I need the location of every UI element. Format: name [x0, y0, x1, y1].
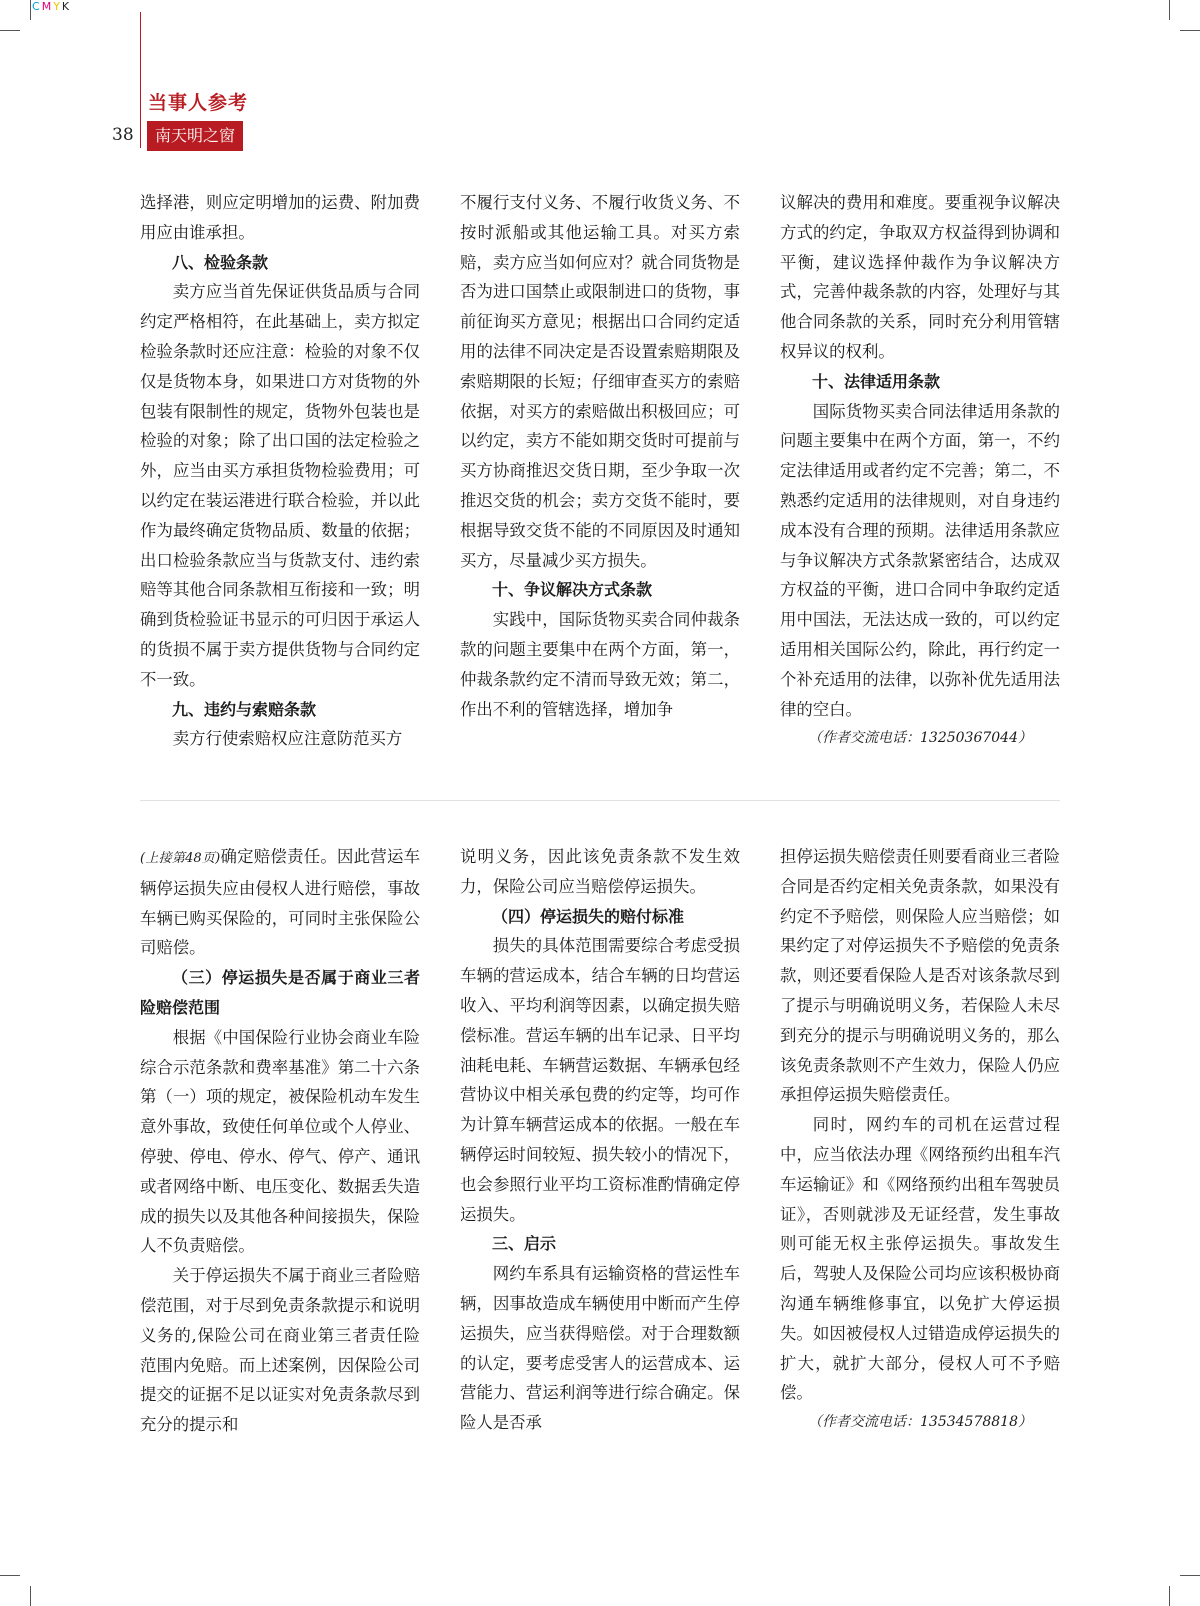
text: 三、启示 [492, 1234, 557, 1254]
section-title: 当事人参考 [148, 92, 249, 114]
crop-mark [1180, 30, 1200, 31]
header-rule [140, 12, 141, 148]
text: 议解决的费用和难度。要重视争议解决方式的约定，争取双方权益得到协调和平衡，建议选择仲裁作为争议解决方式，完善仲裁条款的内容，处理好与其他合同条款的关系，同时充分利用管辖权异议的权利。 [780, 193, 1060, 361]
text: 实践中，国际货物买卖合同仲裁条款的问题主要集中在两个方面，第一，仲裁条款约定不清而导致无效；第二，作出不利的管辖选择，增加争 [460, 610, 740, 719]
author-contact-note [780, 1408, 1060, 1438]
text: 卖方应当首先保证供货品质与合同约定严格相符，在此基础上，卖方拟定检验条款时还应注意：检验的对象不仅仅是货物本身，如果进口方对货物的外包装有限制性的规定，货物外包装也是检验的对象；除了出口国的法定检验之外，应当由买方承担货物检验费用；可以约定在装运港进行联合检验，并以此作为最终确定货物品质、数量的依据；出口检验条款应当与货款支付、违约索赔等其他合同条款相互衔接和一致；明确到货检验证书显示的可归因于承运人的货损不属于卖方提供货物与合同约定不一致。 [140, 282, 420, 689]
text: 十、争议解决方式条款 [492, 580, 653, 600]
crop-mark [1180, 1575, 1200, 1576]
crop-mark [30, 1586, 31, 1606]
text: 国际货物买卖合同法律适用条款的问题主要集中在两个方面，第一，不约定法律适用或者约定不完善；第二，不熟悉约定适用的法律规则，对自身违约成本没有合理的预期。法律适用条款应与争议解决方式条款紧密结合，达成双方权益的平衡，进口合同中争取约定适用中国法，无法达成一致的，可以约定适用相关国际公约，除此，再行约定一个补充适用的法律，以弥补优先适用法律的空白。 [780, 401, 1060, 719]
paragraph [140, 277, 420, 694]
text: 确定赔偿责任。因此营运车辆停运损失应由侵权人进行赔偿，事故车辆已购买保险的，可同时主张保险公司赔偿。 [140, 847, 421, 958]
text: 网约车系具有运输资格的营运性车辆，因事故造成车辆使用中断而产生停运损失，应当获得赔偿。对于合理数额的认定，要考虑受害人的运营成本、运营能力、营运利润等进行综合确定。保险人是否承 [460, 1264, 740, 1433]
text: 说明义务，因此该免责条款不发生效力，保险公司应当赔偿停运损失。 [460, 847, 740, 896]
section-heading [460, 902, 740, 932]
text: 不履行支付义务、不履行收货义务、不按时派船或其他运输工具。对买方索赔，卖方应当如何应对？就合同货物是否为进口国禁止或限制进口的货物，事前征询买方意见；根据出口合同约定适用的法律不同决定是否设置索赔期限及索赔期限的长短；仔细审查买方的索赔依据，对买方的索赔做出积极回应；可以约定，卖方不能如期交货时可提前与买方协商推迟交货日期，至少争取一次推迟交货的机会；卖方交货不能时，要根据导致交货不能的不同原因及时通知买方，尽量减少买方损失。 [460, 193, 740, 570]
paragraph [780, 842, 1060, 1110]
text: 十、法律适用条款 [812, 371, 941, 391]
paragraph [780, 188, 1060, 367]
section-heading [140, 695, 420, 725]
paragraph [780, 397, 1060, 725]
continued-from-note: (上接第48页) [140, 851, 221, 866]
cmyk-c: C [32, 0, 42, 13]
text: （作者交流电话：13534578818） [808, 1414, 1032, 1431]
text: 八、检验条款 [172, 252, 269, 272]
crop-mark [1169, 0, 1170, 20]
paragraph [460, 605, 740, 724]
article-divider [140, 800, 1060, 801]
text: 选择港，则应定明增加的运费、附加费用应由谁承担。 [140, 193, 420, 242]
page-number: 38 [112, 125, 134, 145]
text: 根据《中国保险行业协会商业车险综合示范条款和费率基准》第二十六条第（一）项的规定，被保险机动车发生意外事故，致使任何单位或个人停业、停驶、停电、停水、停气、停产、通讯或者网络中断、电压变化、数据丢失造成的损失以及其他各种间接损失，保险人不负责赔偿。 [140, 1027, 420, 1256]
text: 关于停运损失不属于商业三者险赔偿范围，对于尽到免责条款提示和说明义务的,保险公司在商业第三者责任险范围内免赔。而上述案例，因保险公司提交的证据不足以证实对免责条款尽到充分的提示和 [140, 1266, 420, 1435]
text: 卖方行使索赔权应注意防范买方 [172, 729, 403, 749]
paragraph [780, 1110, 1060, 1408]
paragraph [460, 931, 740, 1229]
top-column-1 [140, 188, 420, 754]
crop-mark [1169, 1586, 1170, 1606]
cmyk-registration-marks [32, 0, 71, 13]
bottom-column-3 [780, 842, 1060, 1438]
text: 同时，网约车的司机在运营过程中，应当依法办理《网络预约出租车汽车运输证》和《网络预约出租车驾驶员证》，否则就涉及无证经营，发生事故则可能无权主张停运损失。事故发生后，驾驶人及保险公司均应该积极协商沟通车辆维修事宜，以免扩大停运损失。如因被侵权人过错造成停运损失的扩大，就扩大部分，侵权人可不予赔偿。 [780, 1115, 1060, 1403]
bottom-column-2 [460, 842, 740, 1438]
text: 担停运损失赔偿责任则要看商业三者险合同是否约定相关免责条款，如果没有约定不予赔偿，则保险人应当赔偿；如果约定了对停运损失不予赔偿的免责条款，则还要看保险人是否对该条款尽到了提示与明确说明义务，若保险人未尽到充分的提示与明确说明义务的，那么该免责条款则不产生效力，保险人仍应承担停运损失赔偿责任。 [780, 847, 1060, 1105]
crop-mark [0, 1575, 20, 1576]
section-heading [140, 248, 420, 278]
author-contact-note [780, 724, 1060, 754]
bottom-column-1 [140, 842, 420, 1440]
crop-mark [30, 0, 31, 20]
paragraph [460, 842, 740, 902]
section-heading [460, 575, 740, 605]
text: （三）停运损失是否属于商业三者险赔偿范围 [140, 968, 420, 1017]
top-column-3 [780, 188, 1060, 754]
top-column-2 [460, 188, 740, 724]
text: 九、违约与索赔条款 [172, 699, 317, 719]
text: （四）停运损失的赔付标准 [492, 906, 685, 926]
text: （作者交流电话：13250367044） [808, 730, 1032, 747]
section-heading [780, 367, 1060, 397]
column-tag: 南天明之窗 [147, 121, 243, 151]
crop-mark [0, 30, 20, 31]
cmyk-k: K [61, 0, 72, 13]
section-heading [140, 963, 420, 1023]
cmyk-y: Y [53, 0, 62, 13]
paragraph [140, 1023, 420, 1261]
paragraph [140, 724, 420, 754]
bottom-column-1-body [140, 842, 420, 1440]
text: 损失的具体范围需要综合考虑受损车辆的营运成本，结合车辆的日均营运收入、平均利润等因素，以确定损失赔偿标准。营运车辆的出车记录、日平均油耗电耗、车辆营运数据、车辆承包经营协议中相关承包费的约定等，均可作为计算车辆营运成本的依据。一般在车辆停运时间较短、损失较小的情况下，也会参照行业平均工资标准酌情确定停运损失。 [460, 936, 740, 1224]
paragraph [460, 1259, 740, 1438]
section-heading [460, 1229, 740, 1259]
cmyk-m: M [41, 0, 54, 13]
paragraph [140, 842, 420, 963]
paragraph [460, 188, 740, 575]
paragraph [140, 188, 420, 248]
paragraph [140, 1261, 420, 1440]
